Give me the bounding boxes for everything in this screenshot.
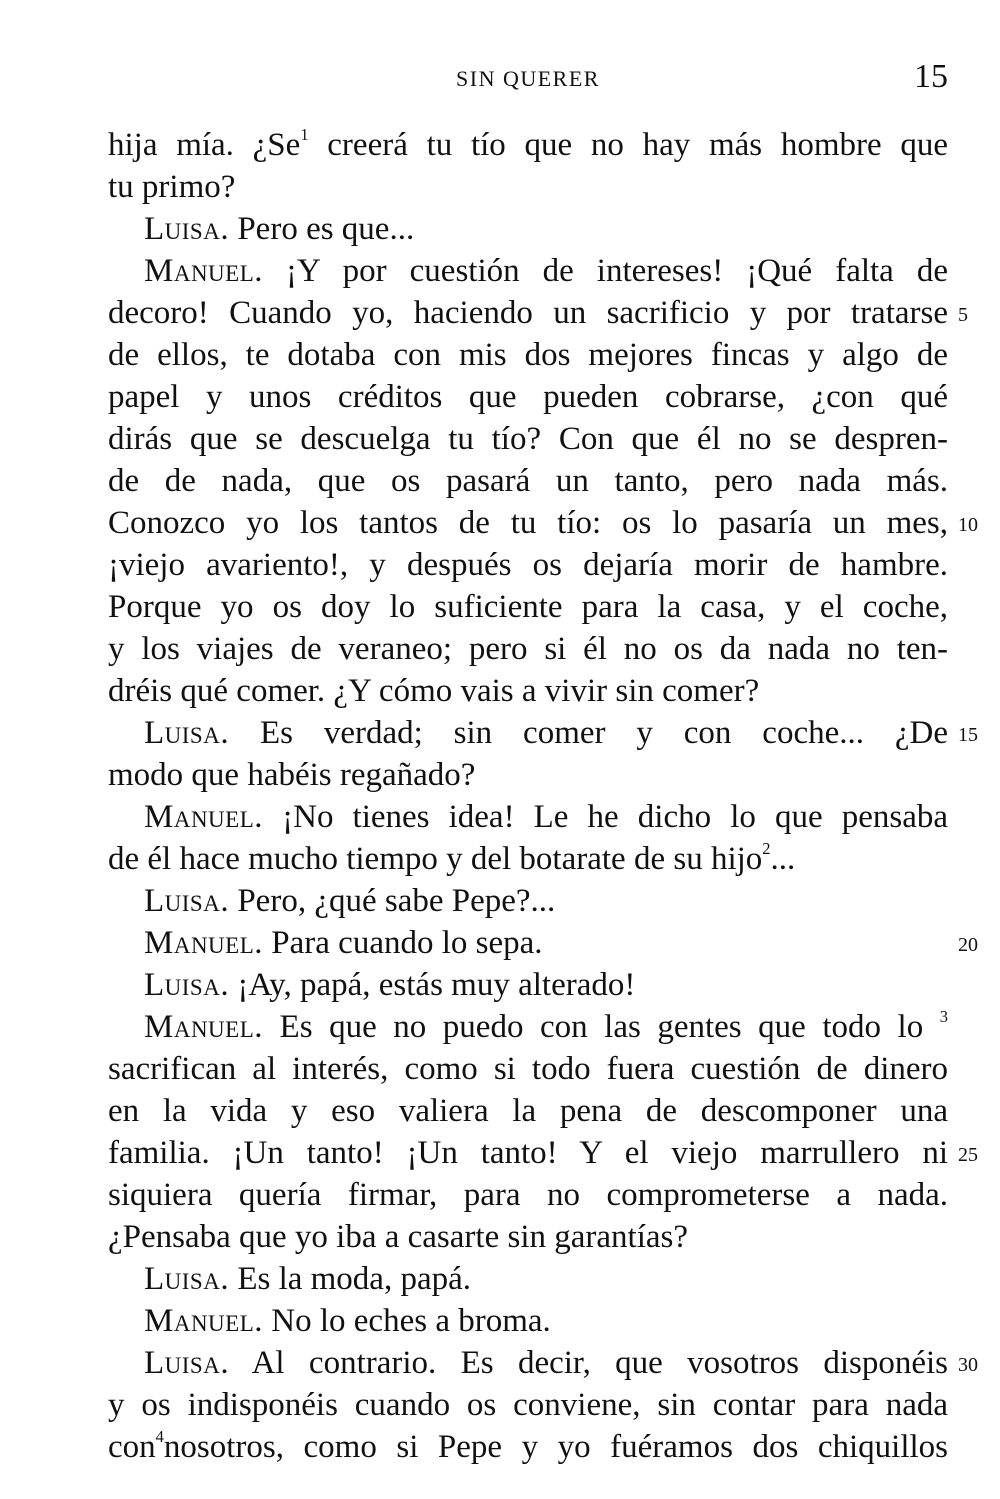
line-text — [108, 1132, 948, 1174]
dialogue-text: tu primo? — [108, 169, 236, 205]
line-text — [108, 922, 948, 964]
dialogue-text: ¿Pensaba que yo iba a casarte sin garantías? — [108, 1219, 688, 1255]
dialogue-text: hija mía. ¿Se — [108, 127, 301, 163]
text-line — [108, 124, 948, 166]
line-text — [108, 460, 948, 502]
dialogue-text: ¡viejo avariento!, y después os dejaría morir de hambre. — [108, 547, 948, 583]
dialogue-text: ¡Ay, papá, estás muy alterado! — [229, 967, 636, 1003]
line-text — [108, 376, 948, 418]
dialogue-text: Conozco yo los tantos de tu tío: os lo pasaría un mes, — [108, 505, 948, 541]
speaker-name: Luisa. — [144, 211, 230, 247]
dialogue-text: Al contrario. Es decir, que vosotros disponéis — [229, 1345, 948, 1381]
dialogue-text: y los viajes de veraneo; pero si él no os da nada no ten- — [108, 631, 948, 667]
dialogue-text: de de nada, que os pasará un tanto, pero nada más. — [108, 463, 948, 499]
line-number: 10 — [958, 514, 978, 536]
text-line — [108, 1426, 948, 1468]
text-line — [108, 1174, 948, 1216]
page-number: 15 — [914, 58, 948, 95]
text-line — [108, 712, 978, 754]
line-text — [108, 250, 948, 292]
dialogue-text: con — [108, 1429, 156, 1465]
text-line — [108, 838, 948, 880]
dialogue-text: ¡Y por cuestión de intereses! ¡Qué falta de — [263, 253, 948, 289]
text-line — [108, 1090, 948, 1132]
dialogue-text: nosotros, como si Pepe y yo fuéramos dos chiquillos — [163, 1429, 948, 1465]
text-line — [108, 376, 948, 418]
speaker-name: Luisa. — [144, 967, 230, 1003]
dialogue-text: y os indisponéis cuando os conviene, sin contar para nada — [108, 1387, 948, 1423]
line-text — [108, 796, 948, 838]
line-number: 15 — [958, 724, 978, 746]
line-text — [108, 292, 948, 334]
line-number: 25 — [958, 1144, 978, 1166]
text-line — [108, 1132, 978, 1174]
speaker-name: Manuel. — [144, 925, 264, 961]
text-line — [108, 922, 978, 964]
footnote-marker: 1 — [300, 125, 309, 145]
line-text — [108, 1426, 948, 1468]
page-header — [108, 58, 948, 102]
line-text — [108, 712, 948, 754]
text-line — [108, 1216, 948, 1258]
dialogue-text: en la vida y eso valiera la pena de descomponer una — [108, 1093, 948, 1129]
running-title: SIN QUERER — [456, 66, 600, 91]
text-line — [108, 754, 948, 796]
line-text — [108, 1174, 948, 1216]
play-text — [108, 124, 978, 1468]
dialogue-text: modo que habéis regañado? — [108, 757, 476, 793]
text-line — [108, 880, 948, 922]
text-line — [108, 964, 948, 1006]
dialogue-text: siquiera quería firmar, para no comprometerse a nada. — [108, 1177, 948, 1213]
line-text — [108, 838, 948, 880]
line-text — [108, 1258, 948, 1300]
text-line — [108, 796, 948, 838]
dialogue-text: Es que no puedo con las gentes que todo lo — [263, 1009, 940, 1045]
line-text — [108, 586, 948, 628]
line-text — [108, 964, 948, 1006]
text-line — [108, 586, 948, 628]
line-text — [108, 502, 948, 544]
line-text — [108, 166, 948, 208]
text-line — [108, 292, 968, 334]
dialogue-text: No lo eches a broma. — [263, 1303, 551, 1339]
text-line — [108, 208, 948, 250]
speaker-name: Luisa. — [144, 883, 230, 919]
text-line — [108, 334, 948, 376]
text-line — [108, 166, 948, 208]
line-text — [108, 1384, 948, 1426]
line-text — [108, 1216, 948, 1258]
dialogue-text: de él hace mucho tiempo y del botarate de su hijo — [108, 841, 763, 877]
line-text — [108, 124, 948, 166]
speaker-name: Luisa. — [144, 1345, 230, 1381]
speaker-name: Luisa. — [144, 715, 230, 751]
text-line — [108, 670, 948, 712]
footnote-marker: 2 — [762, 839, 771, 859]
dialogue-text: de ellos, te dotaba con mis dos mejores fincas y algo de — [108, 337, 948, 373]
line-text — [108, 1006, 948, 1048]
line-text — [108, 1300, 948, 1342]
dialogue-text: Es la moda, papá. — [229, 1261, 472, 1297]
dialogue-text: Para cuando lo sepa. — [263, 925, 543, 961]
line-text — [108, 1342, 948, 1384]
text-line — [108, 460, 948, 502]
line-number: 30 — [958, 1354, 978, 1376]
dialogue-text: Es verdad; sin comer y con coche... ¿De — [229, 715, 948, 751]
line-number: 20 — [958, 934, 978, 956]
speaker-name: Manuel. — [144, 1303, 264, 1339]
line-text — [108, 334, 948, 376]
dialogue-text: ... — [770, 841, 796, 877]
line-text — [108, 1090, 948, 1132]
text-line — [108, 1048, 948, 1090]
text-line — [108, 1300, 948, 1342]
line-text — [108, 628, 948, 670]
dialogue-text: papel y unos créditos que pueden cobrarse, ¿con qué — [108, 379, 948, 415]
text-line — [108, 250, 948, 292]
speaker-name: Manuel. — [144, 799, 264, 835]
dialogue-text: ¡No tienes idea! Le he dicho lo que pensaba — [263, 799, 948, 835]
line-text — [108, 670, 948, 712]
line-text — [108, 754, 948, 796]
text-line — [108, 418, 948, 460]
line-text — [108, 1048, 948, 1090]
dialogue-text: dirás que se descuelga tu tío? Con que él no se despren- — [108, 421, 948, 457]
text-line — [108, 1006, 948, 1048]
line-text — [108, 544, 948, 586]
line-number: 5 — [958, 304, 968, 326]
dialogue-text: sacrifican al interés, como si todo fuera cuestión de dinero — [108, 1051, 948, 1087]
line-text — [108, 208, 948, 250]
speaker-name: Manuel. — [144, 253, 264, 289]
text-line — [108, 1342, 978, 1384]
line-text — [108, 880, 948, 922]
footnote-marker: 4 — [155, 1427, 164, 1447]
dialogue-text: dréis qué comer. ¿Y cómo vais a vivir sin comer? — [108, 673, 760, 709]
dialogue-text: creerá tu tío que no hay más hombre que — [308, 127, 948, 163]
text-line — [108, 502, 978, 544]
dialogue-text: familia. ¡Un tanto! ¡Un tanto! Y el viejo marrullero ni — [108, 1135, 948, 1171]
speaker-name: Luisa. — [144, 1261, 230, 1297]
dialogue-text: Pero, ¿qué sabe Pepe?... — [229, 883, 556, 919]
footnote-marker: 3 — [939, 1007, 948, 1027]
text-line — [108, 544, 948, 586]
text-line — [108, 1384, 948, 1426]
dialogue-text: Porque yo os doy lo suficiente para la casa, y el coche, — [108, 589, 948, 625]
dialogue-text: decoro! Cuando yo, haciendo un sacrificio y por tratarse — [108, 295, 948, 331]
dialogue-text: Pero es que... — [229, 211, 415, 247]
text-line — [108, 1258, 948, 1300]
text-line — [108, 628, 948, 670]
speaker-name: Manuel. — [144, 1009, 264, 1045]
line-text — [108, 418, 948, 460]
